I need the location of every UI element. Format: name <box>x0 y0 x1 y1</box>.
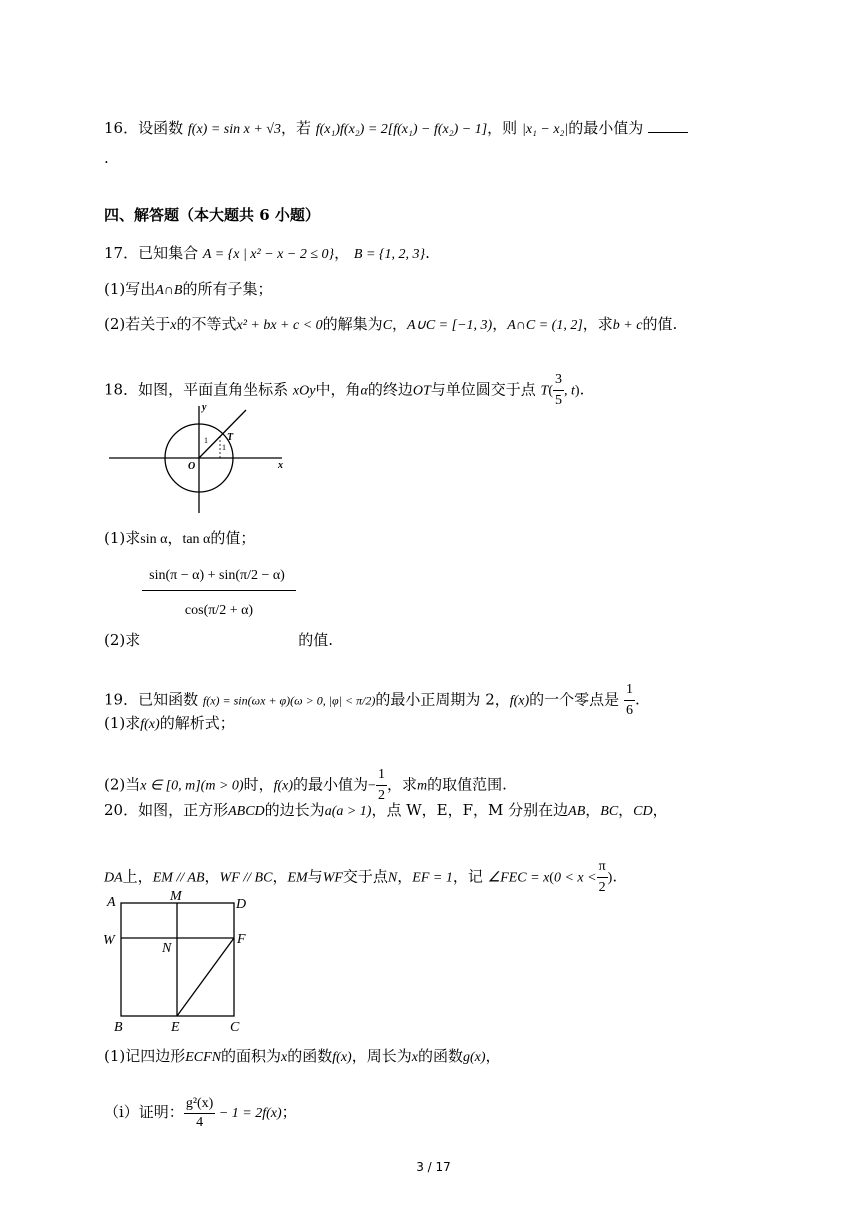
q19-p2-frac-den: 2 <box>377 788 385 803</box>
q20-p1-text: 的面积为 <box>221 1047 282 1065</box>
q18-p1-text: ， <box>167 529 183 547</box>
q20-pi-text: ； <box>281 1103 297 1121</box>
q20-two: 2 <box>598 880 606 895</box>
q18-p1-text: 的值； <box>210 529 256 547</box>
q19-p2-minus: − <box>368 778 376 794</box>
q19-frac-num: 1 <box>624 680 635 701</box>
q19-number: 19． <box>104 690 139 709</box>
q19-p2-fx: f(x) <box>273 778 294 794</box>
q18-ot: OT <box>412 383 431 399</box>
q20-text: ，点 W，E，F，M 分别在边 <box>371 801 569 819</box>
q20-text: ， <box>585 801 601 819</box>
label-b: B <box>114 1020 123 1035</box>
q20-text: ， <box>397 867 413 886</box>
q20-angle: ∠FEC = x <box>487 870 550 886</box>
q16-formula-f: f(x) = sin x + √3 <box>187 122 281 137</box>
q19-p1-text: (1)求 <box>104 714 141 732</box>
q18-fraction <box>553 370 564 411</box>
q20-em: EM <box>287 870 308 886</box>
q20-p1-text: ，周长为 <box>351 1047 412 1065</box>
q20-pi: π <box>597 857 608 878</box>
label-a: A <box>107 895 116 910</box>
q17-p2-text: ，求 <box>582 315 613 333</box>
q17-part1 <box>104 279 272 301</box>
q18-part1 <box>104 528 255 550</box>
q18-p2-numerator: sin(π − α) + sin(π/2 − α) <box>142 568 296 591</box>
q18-line: 18．如图，平面直角坐标系 xOy中，角α的终边OT与单位圆交于点 T( $\frac{3}{5}$ , t). <box>104 370 584 411</box>
q20-text: 与 <box>307 867 323 886</box>
q17-p1-formula: A∩B <box>155 283 183 298</box>
q17-set-a: A = {x | x² − x − 2 ≤ 0} <box>202 247 335 262</box>
segment-ef <box>177 938 234 1016</box>
q20-text: . <box>612 867 618 886</box>
label-m: M <box>170 889 182 904</box>
q20-text: 上， <box>122 867 153 886</box>
q19-p2-text: 的最小值为 <box>293 775 369 794</box>
q19-p2-text: ，求 <box>386 775 417 794</box>
q20-p1-gx: g(x) <box>462 1050 486 1065</box>
q20-side: a(a > 1) <box>324 804 372 819</box>
q19-zero-fraction <box>624 680 635 721</box>
q20-line1 <box>104 800 668 822</box>
q16-text: ，则 <box>487 119 518 137</box>
label-x: x <box>278 460 283 471</box>
q20-text: 交于点 <box>342 867 388 886</box>
q20-text: ，记 <box>452 867 483 886</box>
q20-p1-x: x <box>411 1050 418 1065</box>
q20-ef: EF = 1 <box>412 870 453 886</box>
label-f: F <box>237 932 246 947</box>
q20-wf: WF <box>322 870 343 886</box>
square-figure <box>100 886 260 1036</box>
q18-text: 与单位圆交于点 <box>430 380 536 399</box>
q17-p2-inequality: x² + bx + c < 0 <box>236 318 323 333</box>
q17-part2 <box>104 314 677 336</box>
q17-text: ， <box>334 244 350 262</box>
q17-p2-var: C <box>382 318 393 333</box>
label-one-b: 1 <box>222 443 226 452</box>
q17-p2-sum: b + c <box>612 318 643 333</box>
q16-dot: . <box>104 149 109 167</box>
q20-text: ， <box>618 801 634 819</box>
q20-text: 如图，正方形 <box>138 801 229 819</box>
section-heading: 四、解答题（本大题共 6 小题） <box>104 206 320 224</box>
q20-p1-fx: f(x) <box>332 1050 352 1065</box>
label-d: D <box>236 897 247 912</box>
q16-formula-abs: |x₁ − x₂| <box>521 122 569 137</box>
label-one-a: 1 <box>204 436 208 445</box>
q18-p2-denominator: cos(π/2 + α) <box>184 603 254 618</box>
q18-text: 如图，平面直角坐标系 <box>138 380 289 399</box>
q20-text: 的边长为 <box>264 801 325 819</box>
q20-pi-text: （i）证明： <box>104 1103 184 1121</box>
q20-em-parallel: EM // AB <box>152 870 205 886</box>
label-c: C <box>230 1020 240 1035</box>
q19-p1-fx: f(x) <box>140 717 160 732</box>
q20-line2: DA上，EM // AB，WF // BC，EM与WF交于点N，EF = 1，记 ∠FEC = x(0 < x < $\frac{\pi}{2}$ ). <box>104 857 617 898</box>
q18-sin: sin α <box>140 532 168 547</box>
q18-tan: tan α <box>182 532 211 547</box>
q16-number: 16． <box>104 119 139 137</box>
q19-p2-text: 的取值范围. <box>427 775 507 794</box>
q19-function: f(x) = sin(ωx + φ)(ω > 0, |φ| < π/2) <box>202 693 376 708</box>
q17-p2-text: 的解集为 <box>322 315 383 333</box>
q17-p2-text: 的不等式 <box>176 315 237 333</box>
label-o: O <box>188 461 196 472</box>
q18-text: 的终边 <box>367 380 413 399</box>
q19-p2-text: 时， <box>243 775 274 794</box>
q17-text: . <box>425 244 430 262</box>
q19-p2-m: m <box>416 778 428 794</box>
q20-cd: CD <box>633 804 653 819</box>
q19-p1-text: 的解析式； <box>159 714 235 732</box>
q17-p1-text: (1)写出 <box>104 280 156 298</box>
q19-text: 已知函数 <box>138 690 199 709</box>
label-t: T <box>227 432 234 443</box>
q16-text: 的最小值为 <box>568 119 644 137</box>
unit-circle-figure <box>104 398 294 518</box>
label-n: N <box>162 941 172 956</box>
q19-text: 的一个零点是 <box>529 690 620 709</box>
q17-p2-union: A∪C = [−1, 3) <box>407 318 493 333</box>
q18-p2-text: 的值. <box>298 631 334 649</box>
q18-p1-text: (1)求 <box>104 529 141 547</box>
q20-p1-text: 的函数 <box>417 1047 463 1065</box>
q17-number: 17． <box>104 244 139 262</box>
q17-p2-text: (2)若关于 <box>104 315 171 333</box>
q18-frac-den: 5 <box>555 393 562 408</box>
q18-xoy: xOy <box>292 383 316 399</box>
q18-t: , t <box>564 383 575 399</box>
q18-text: . <box>579 380 585 399</box>
q20-text: ， <box>204 867 220 886</box>
q20-text: ， <box>272 867 288 886</box>
q19-text: 的最小正周期为 2， <box>375 690 510 709</box>
q17-set-b: B = {1, 2, 3} <box>353 247 426 262</box>
q18-point-t: T <box>540 383 549 399</box>
q20-n: N <box>387 870 398 886</box>
q19-frac-den: 6 <box>625 703 633 718</box>
q20-part1-i <box>104 1092 297 1134</box>
q20-square: ABCD <box>228 804 265 819</box>
q18-number: 18． <box>104 380 139 399</box>
q20-ab: AB <box>568 804 586 819</box>
q17-p2-intersection: A∩C = (1, 2] <box>507 318 583 333</box>
label-e: E <box>171 1020 180 1035</box>
q19-p2-frac-num: 1 <box>376 765 387 786</box>
q18-frac-num: 3 <box>553 370 564 391</box>
q16-formula-condition: f(x₁)f(x₂) = 2[f(x₁) − f(x₂) − 1] <box>315 122 488 137</box>
q20-p1-text: 的函数 <box>287 1047 333 1065</box>
q16-text: 设函数 <box>138 119 184 137</box>
q17-p2-text: ， <box>492 315 508 333</box>
q20-pi-num: g²(x) <box>184 1095 216 1114</box>
q19-part1 <box>104 713 235 735</box>
q18-text: 中，角 <box>315 380 361 399</box>
q20-part1 <box>104 1046 501 1068</box>
q19-p2-text: (2)当 <box>104 775 141 794</box>
q19-text: . <box>634 690 640 709</box>
q20-p1-text: ， <box>485 1047 501 1065</box>
q20-pi-half <box>597 857 608 898</box>
q20-bc: BC <box>600 804 619 819</box>
q20-range: 0 < x < <box>553 870 597 886</box>
q20-pi-den: 4 <box>196 1114 204 1130</box>
q20-p1-text: (1)记四边形 <box>104 1047 186 1065</box>
q17-line <box>104 243 430 265</box>
q18-alpha: α <box>360 383 368 399</box>
q20-pi-formula: − 1 = 2f(x) <box>215 1106 282 1121</box>
q20-p1-x: x <box>281 1050 288 1065</box>
page-number: 3 / 17 <box>416 1160 451 1174</box>
q17-p2-text: ， <box>392 315 408 333</box>
q19-p2-interval: x ∈ [0, m](m > 0) <box>140 778 244 794</box>
label-y: y <box>202 402 207 413</box>
q20-wf-parallel: WF // BC <box>219 870 273 886</box>
label-w: W <box>103 933 115 948</box>
q18-part2 <box>104 630 333 650</box>
q20-p1-ecfn: ECFN <box>185 1050 222 1065</box>
q20-da: DA <box>104 870 123 886</box>
q20-number: 20． <box>104 801 139 819</box>
q18-part2-fraction <box>142 568 296 619</box>
q16-line <box>104 118 688 140</box>
q18-p2-text: (2)求 <box>104 631 141 649</box>
q20-pi-fraction <box>184 1095 216 1132</box>
answer-blank <box>648 118 688 133</box>
q17-p2-var: x <box>170 318 177 333</box>
q16-text: ，若 <box>280 119 311 137</box>
q17-text: 已知集合 <box>138 244 199 262</box>
q19-fx: f(x) <box>509 693 530 709</box>
q20-text: ， <box>652 801 668 819</box>
q17-p2-text: 的值. <box>642 315 678 333</box>
q17-p1-text: 的所有子集； <box>182 280 273 298</box>
